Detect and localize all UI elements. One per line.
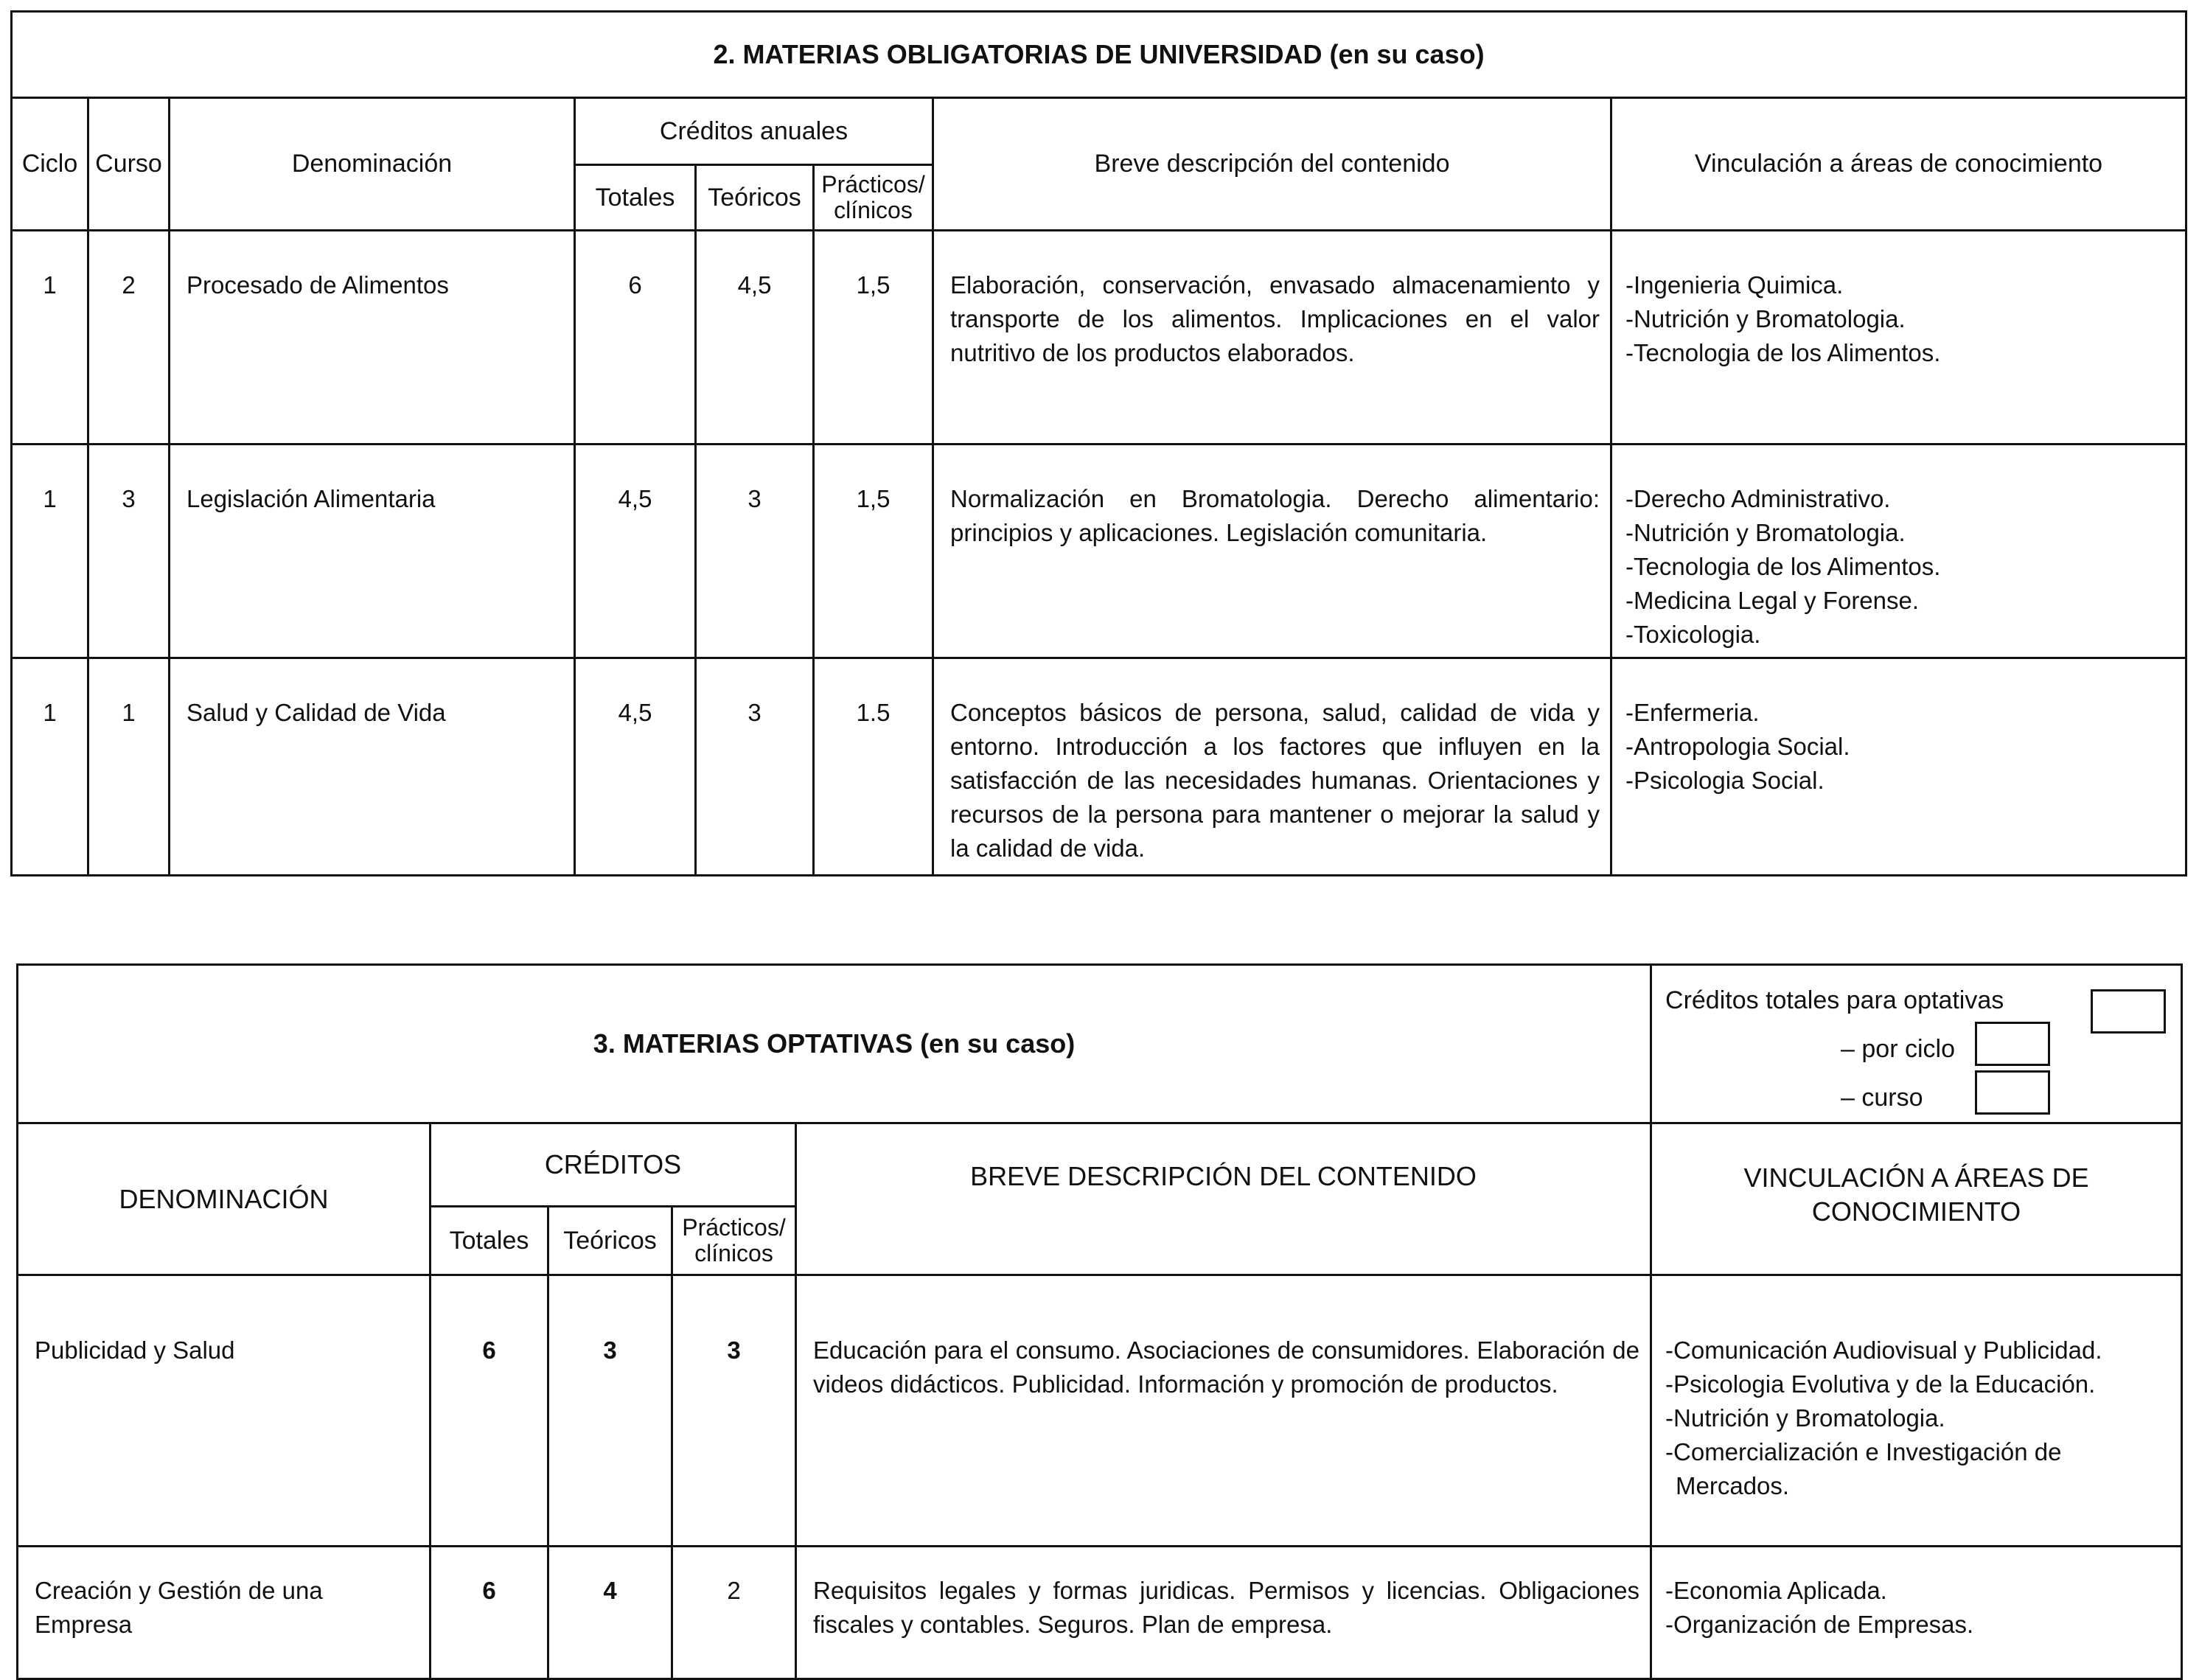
- header-teoricos: Teóricos: [696, 165, 814, 231]
- header-practicos: Prácticos/ clínicos: [672, 1207, 796, 1275]
- section-3-optativas: [16, 963, 2181, 1680]
- cell-areas: [1611, 445, 2186, 658]
- table-row: [18, 1547, 2182, 1679]
- header-vinculacion: Vinculación a áreas de conocimiento: [1611, 98, 2186, 231]
- cell-descripcion: Educación para el consumo. Asociaciones de consumidores. Elaboración de videos didácticos. Publicidad. Información y promoción de productos.: [796, 1275, 1651, 1547]
- cell-teoricos: 4,5: [696, 231, 814, 445]
- cell-teoricos: 3: [548, 1275, 672, 1547]
- cell-areas: [1651, 1275, 2182, 1547]
- area-item: -Nutrición y Bromatologia.: [1625, 519, 1906, 546]
- cell-practicos: 1.5: [814, 658, 933, 876]
- header-totales: Totales: [431, 1207, 548, 1275]
- area-item: -Antropologia Social.: [1625, 733, 1850, 760]
- area-item: -Economia Aplicada.: [1665, 1577, 1887, 1604]
- cell-teoricos: 4: [548, 1547, 672, 1679]
- cell-denominacion: Legislación Alimentaria: [170, 445, 575, 658]
- cell-totales: 4,5: [575, 658, 696, 876]
- header-teoricos: Teóricos: [548, 1207, 672, 1275]
- cell-teoricos: 3: [696, 445, 814, 658]
- creditos-totales-box[interactable]: [2091, 989, 2166, 1034]
- por-ciclo-box[interactable]: [1975, 1022, 2050, 1066]
- cell-practicos: 3: [672, 1275, 796, 1547]
- area-item: -Nutrición y Bromatologia.: [1625, 305, 1906, 332]
- cell-practicos: 1,5: [814, 445, 933, 658]
- section-3-title: 3. MATERIAS OPTATIVAS (en su caso): [18, 965, 1651, 1123]
- header-vinculacion: VINCULACIÓN A ÁREAS DE CONOCIMIENTO: [1651, 1123, 2182, 1275]
- cell-areas: [1651, 1547, 2182, 1679]
- curso-box[interactable]: [1975, 1070, 2050, 1115]
- creditos-totales-panel: [1651, 965, 2182, 1123]
- cell-totales: 6: [575, 231, 696, 445]
- cell-ciclo: 1: [12, 445, 88, 658]
- header-creditos-anuales: Créditos anuales: [575, 98, 933, 165]
- area-item: -Ingenieria Quimica.: [1625, 271, 1844, 299]
- area-item: -Comunicación Audiovisual y Publicidad.: [1665, 1336, 2102, 1364]
- area-item: -Comercialización e Investigación de: [1665, 1438, 2062, 1465]
- cell-teoricos: 3: [696, 658, 814, 876]
- por-ciclo-label: – por ciclo: [1841, 1035, 1955, 1063]
- section-2-obligatorias: [10, 10, 2185, 876]
- cell-totales: 4,5: [575, 445, 696, 658]
- header-practicos: Prácticos/ clínicos: [814, 165, 933, 231]
- header-creditos: CRÉDITOS: [431, 1123, 796, 1207]
- header-curso: Curso: [88, 98, 170, 231]
- area-item: -Organización de Empresas.: [1665, 1611, 1974, 1638]
- header-denominacion: Denominación: [170, 98, 575, 231]
- optativas-table: [16, 963, 2183, 1680]
- curso-label: – curso: [1841, 1084, 1923, 1112]
- cell-denominacion: Publicidad y Salud: [18, 1275, 431, 1547]
- cell-ciclo: 1: [12, 231, 88, 445]
- area-item: -Medicina Legal y Forense.: [1625, 587, 1920, 614]
- section-2-title: 2. MATERIAS OBLIGATORIAS DE UNIVERSIDAD (en su caso): [12, 12, 2186, 98]
- table-row: [18, 1275, 2182, 1547]
- header-descripcion: BREVE DESCRIPCIÓN DEL CONTENIDO: [796, 1123, 1651, 1275]
- cell-denominacion: Creación y Gestión de una Empresa: [18, 1547, 431, 1679]
- cell-practicos: 2: [672, 1547, 796, 1679]
- table-row: [12, 445, 2186, 658]
- cell-descripcion: Elaboración, conservación, envasado almacenamiento y transporte de los alimentos. Implicaciones en el valor nutritivo de los productos elaborados.: [933, 231, 1611, 445]
- header-totales: Totales: [575, 165, 696, 231]
- area-item: -Psicologia Evolutiva y de la Educación.: [1665, 1370, 2096, 1398]
- cell-denominacion: Procesado de Alimentos: [170, 231, 575, 445]
- area-item: Mercados.: [1676, 1472, 1790, 1499]
- header-ciclo: Ciclo: [12, 98, 88, 231]
- cell-totales: 6: [431, 1547, 548, 1679]
- cell-practicos: 1,5: [814, 231, 933, 445]
- cell-curso: 3: [88, 445, 170, 658]
- obligatorias-table: [10, 10, 2187, 876]
- table-row: [12, 658, 2186, 876]
- cell-totales: 6: [431, 1275, 548, 1547]
- cell-descripcion: Requisitos legales y formas juridicas. Permisos y licencias. Obligaciones fiscales y contables. Seguros. Plan de empresa.: [796, 1547, 1651, 1679]
- header-denominacion: DENOMINACIÓN: [18, 1123, 431, 1275]
- area-item: -Toxicologia.: [1625, 621, 1761, 648]
- area-item: -Nutrición y Bromatologia.: [1665, 1404, 1945, 1432]
- cell-descripcion: Conceptos básicos de persona, salud, calidad de vida y entorno. Introducción a los factores que influyen en la satisfacción de las necesidades humanas. Orientaciones y recursos de la persona para mantener o mejorar la salud y la calidad de vida.: [933, 658, 1611, 876]
- cell-areas: [1611, 658, 2186, 876]
- cell-areas: [1611, 231, 2186, 445]
- cell-curso: 1: [88, 658, 170, 876]
- header-descripcion: Breve descripción del contenido: [933, 98, 1611, 231]
- cell-curso: 2: [88, 231, 170, 445]
- creditos-totales-label: Créditos totales para optativas: [1665, 986, 2004, 1014]
- area-item: -Psicologia Social.: [1625, 767, 1825, 794]
- cell-descripcion: Normalización en Bromatologia. Derecho alimentario: principios y aplicaciones. Legislación comunitaria.: [933, 445, 1611, 658]
- table-row: [12, 231, 2186, 445]
- cell-ciclo: 1: [12, 658, 88, 876]
- cell-denominacion: Salud y Calidad de Vida: [170, 658, 575, 876]
- area-item: -Tecnologia de los Alimentos.: [1625, 553, 1941, 580]
- area-item: -Enfermeria.: [1625, 699, 1760, 726]
- area-item: -Tecnologia de los Alimentos.: [1625, 339, 1941, 366]
- area-item: -Derecho Administrativo.: [1625, 485, 1891, 512]
